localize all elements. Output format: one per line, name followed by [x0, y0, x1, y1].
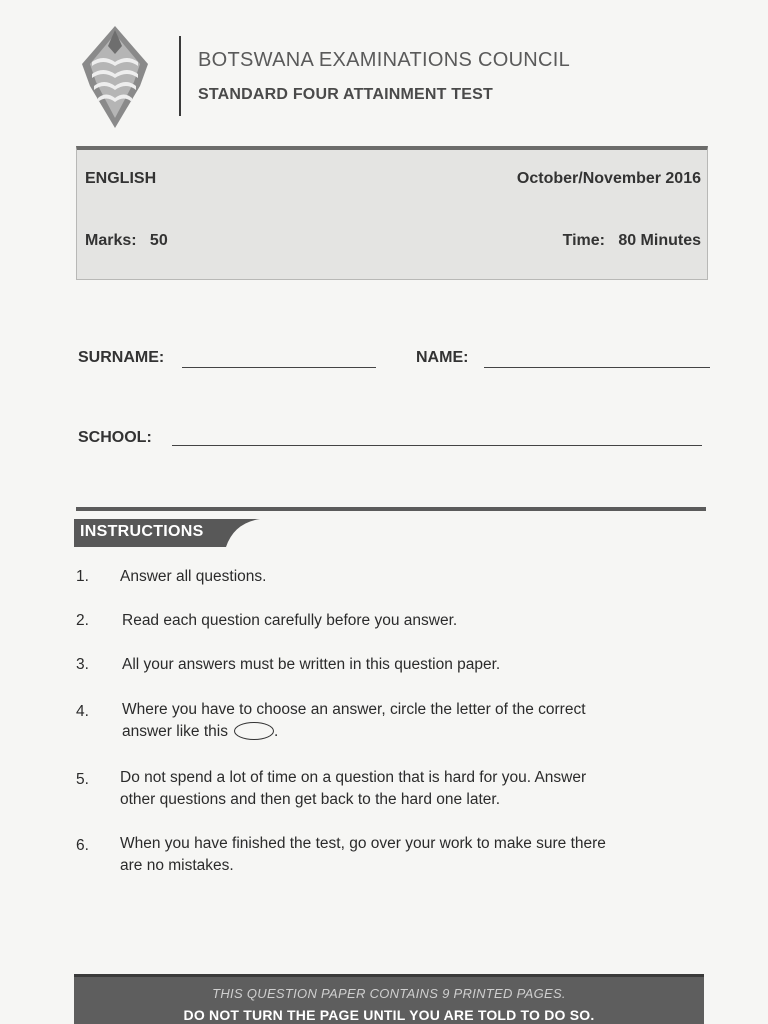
marks-value: 50	[149, 232, 168, 249]
instruction-line: Do not spend a lot of time on a question that is hard for you. Answer	[120, 769, 587, 786]
school-label: SCHOOL:	[78, 429, 152, 446]
bec-logo-icon	[78, 24, 152, 130]
footer-band	[74, 974, 704, 1024]
instruction-item	[120, 833, 606, 877]
instructions-rule	[76, 507, 706, 511]
pages-note: THIS QUESTION PAPER CONTAINS 9 PRINTED PAGES.	[212, 986, 566, 1001]
item-number: 4.	[76, 703, 89, 720]
surname-field[interactable]	[182, 367, 376, 368]
instruction-line: Where you have to choose an answer, circle the letter of the correct	[122, 701, 586, 718]
marks-label: Marks:	[85, 232, 137, 249]
instruction-line: other questions and then get back to the hard one later.	[120, 791, 501, 808]
name-field[interactable]	[484, 367, 710, 368]
subject-label: ENGLISH	[85, 170, 157, 187]
instruction-item: Answer all questions.	[120, 568, 267, 585]
time	[563, 232, 701, 250]
instruction-item: All your answers must be written in this question paper.	[122, 656, 501, 673]
test-name: STANDARD FOUR ATTAINMENT TEST	[198, 86, 493, 103]
instruction-item	[120, 767, 586, 811]
item-number: 3.	[76, 656, 89, 673]
marks	[85, 232, 168, 250]
exam-info-box	[76, 146, 708, 280]
instruction-line: are no mistakes.	[120, 857, 234, 874]
surname-label: SURNAME:	[78, 349, 165, 366]
name-label: NAME:	[416, 349, 469, 366]
org-name: BOTSWANA EXAMINATIONS COUNCIL	[198, 49, 571, 71]
item-number: 6.	[76, 837, 89, 854]
instruction-text: answer like this	[122, 723, 228, 740]
school-field[interactable]	[172, 445, 702, 446]
instructions-title: INSTRUCTIONS	[80, 523, 204, 540]
time-label: Time:	[562, 232, 605, 249]
item-number: 2.	[76, 612, 89, 629]
instruction-line: When you have finished the test, go over your work to make sure there	[120, 835, 606, 852]
instruction-line: answer like this .	[122, 723, 279, 740]
instruction-item	[122, 699, 586, 743]
instruction-item: Read each question carefully before you answer.	[122, 612, 458, 629]
session-label: October/November 2016	[516, 170, 701, 187]
do-not-turn-warning: DO NOT TURN THE PAGE UNTIL YOU ARE TOLD TO DO SO.	[183, 1007, 595, 1023]
item-number: 5.	[76, 771, 89, 788]
header-divider	[179, 36, 181, 116]
answer-circle-example-icon	[234, 722, 274, 740]
time-value: 80 Minutes	[618, 232, 701, 249]
item-number: 1.	[76, 568, 89, 585]
